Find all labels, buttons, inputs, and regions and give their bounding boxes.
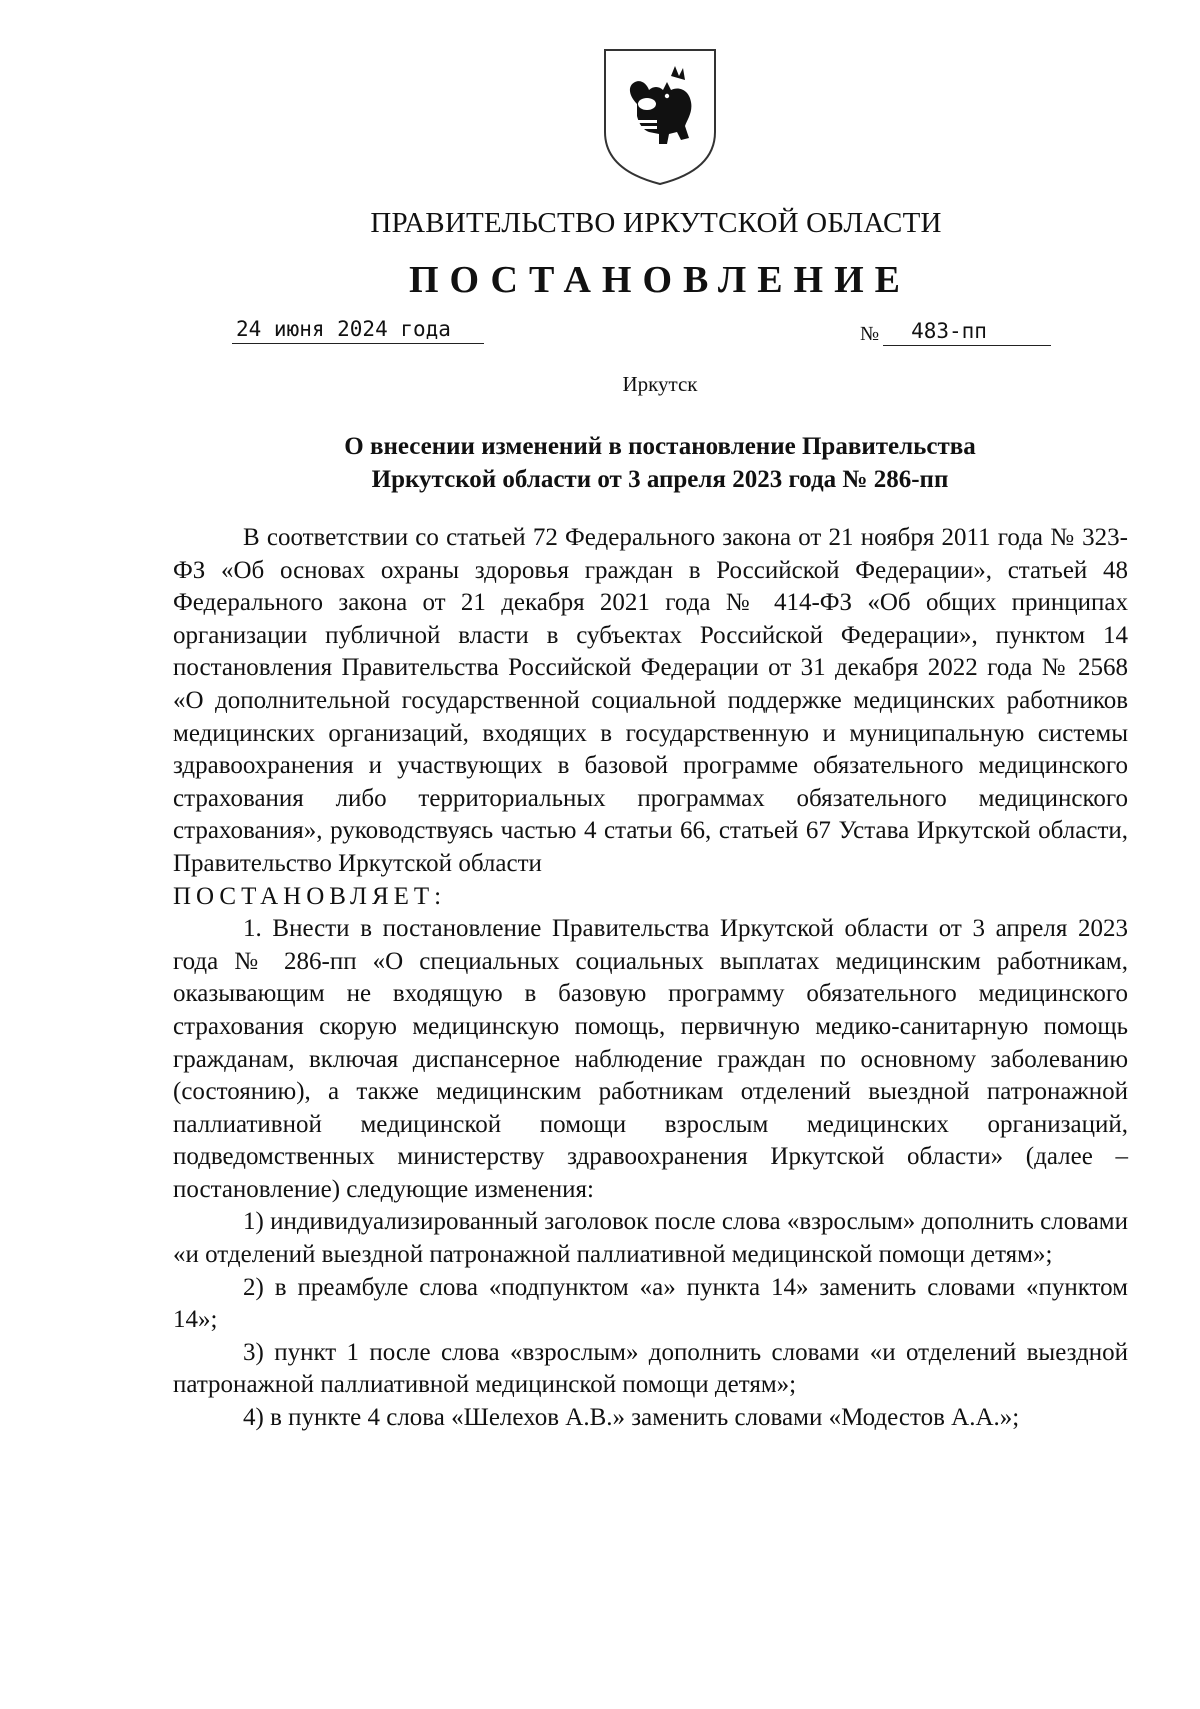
subject-line-1: О внесении изменений в постановление Правительства <box>344 433 976 460</box>
number-sign: № <box>860 323 880 345</box>
document-subject <box>0 430 1200 496</box>
document-body <box>173 522 1128 1435</box>
paragraph-item-1-4: 4) в пункте 4 слова «Шелехов А.В.» заменить словами «Модестов А.А.»; <box>243 1404 1020 1432</box>
decree-word: ПОСТАНОВЛЯЕТ: <box>173 882 447 910</box>
subject-line-2: Иркутской области от 3 апреля 2023 года № 286-пп <box>371 466 949 493</box>
document-type-title: ПОСТАНОВЛЕНИЕ <box>408 259 912 301</box>
irkutsk-coat-of-arms-icon <box>601 46 719 188</box>
paragraph-item-1: 1. Внести в постановление Правительства Иркутской области от 3 апреля 2023 года № 286-пп «О специальных социальных выплатах медицинским работникам, оказывающим не входящую в базовую программу обязательного медицинского страхования скорую медицинскую помощь, первичную медико-санитарную помощь гражданам, включая диспансерное наблюдение граждан по основному заболеванию (состоянию), а также медицинским работникам отделений выездной патронажной паллиативной медицинской помощи взрослым медицинских организаций, подведомственных министерству здравоохранения Иркутской области» (далее – постановление) следующие изменения: <box>173 915 1128 1203</box>
paragraph-item-1-1: 1) индивидуализированный заголовок после слова «взрослым» дополнить словами «и отделений выездной патронажной паллиативной медицинской помощи детям»; <box>173 1208 1128 1269</box>
document-city: Иркутск <box>622 372 698 396</box>
government-title: ПРАВИТЕЛЬСТВО ИРКУТСКОЙ ОБЛАСТИ <box>370 207 942 239</box>
document-number: 483-пп <box>883 319 1051 346</box>
document-number-block <box>860 319 1058 346</box>
document-date: 24 июня 2024 года <box>232 317 484 344</box>
paragraph-item-1-2: 2) в преамбуле слова «подпунктом «а» пункта 14» заменить словами «пунктом 14»; <box>173 1273 1128 1334</box>
preamble-paragraph: В соответствии со статьей 72 Федерального закона от 21 ноября 2011 года № 323-ФЗ «Об основах охраны здоровья граждан в Российской Федерации», статьей 48 Федерального закона от 21 декабря 2021 года № 414-ФЗ «Об общих принципах организации публичной власти в субъектах Российской Федерации», пунктом 14 постановления Правительства Российской Федерации от 31 декабря 2022 года № 2568 «О дополнительной государственной социальной поддержке медицинских работников медицинских организаций, входящих в государственную и муниципальную системы здравоохранения и участвующих в базовой программе обязательного медицинского страхования либо территориальных программах обязательного медицинского страхования», руководствуясь частью 4 статьи 66, статьей 67 Устава Иркутской области, Правительство Иркутской области <box>173 524 1128 877</box>
paragraph-item-1-3: 3) пункт 1 после слова «взрослым» дополнить словами «и отделений выездной патронажной паллиативной медицинской помощи детям»; <box>173 1338 1128 1399</box>
